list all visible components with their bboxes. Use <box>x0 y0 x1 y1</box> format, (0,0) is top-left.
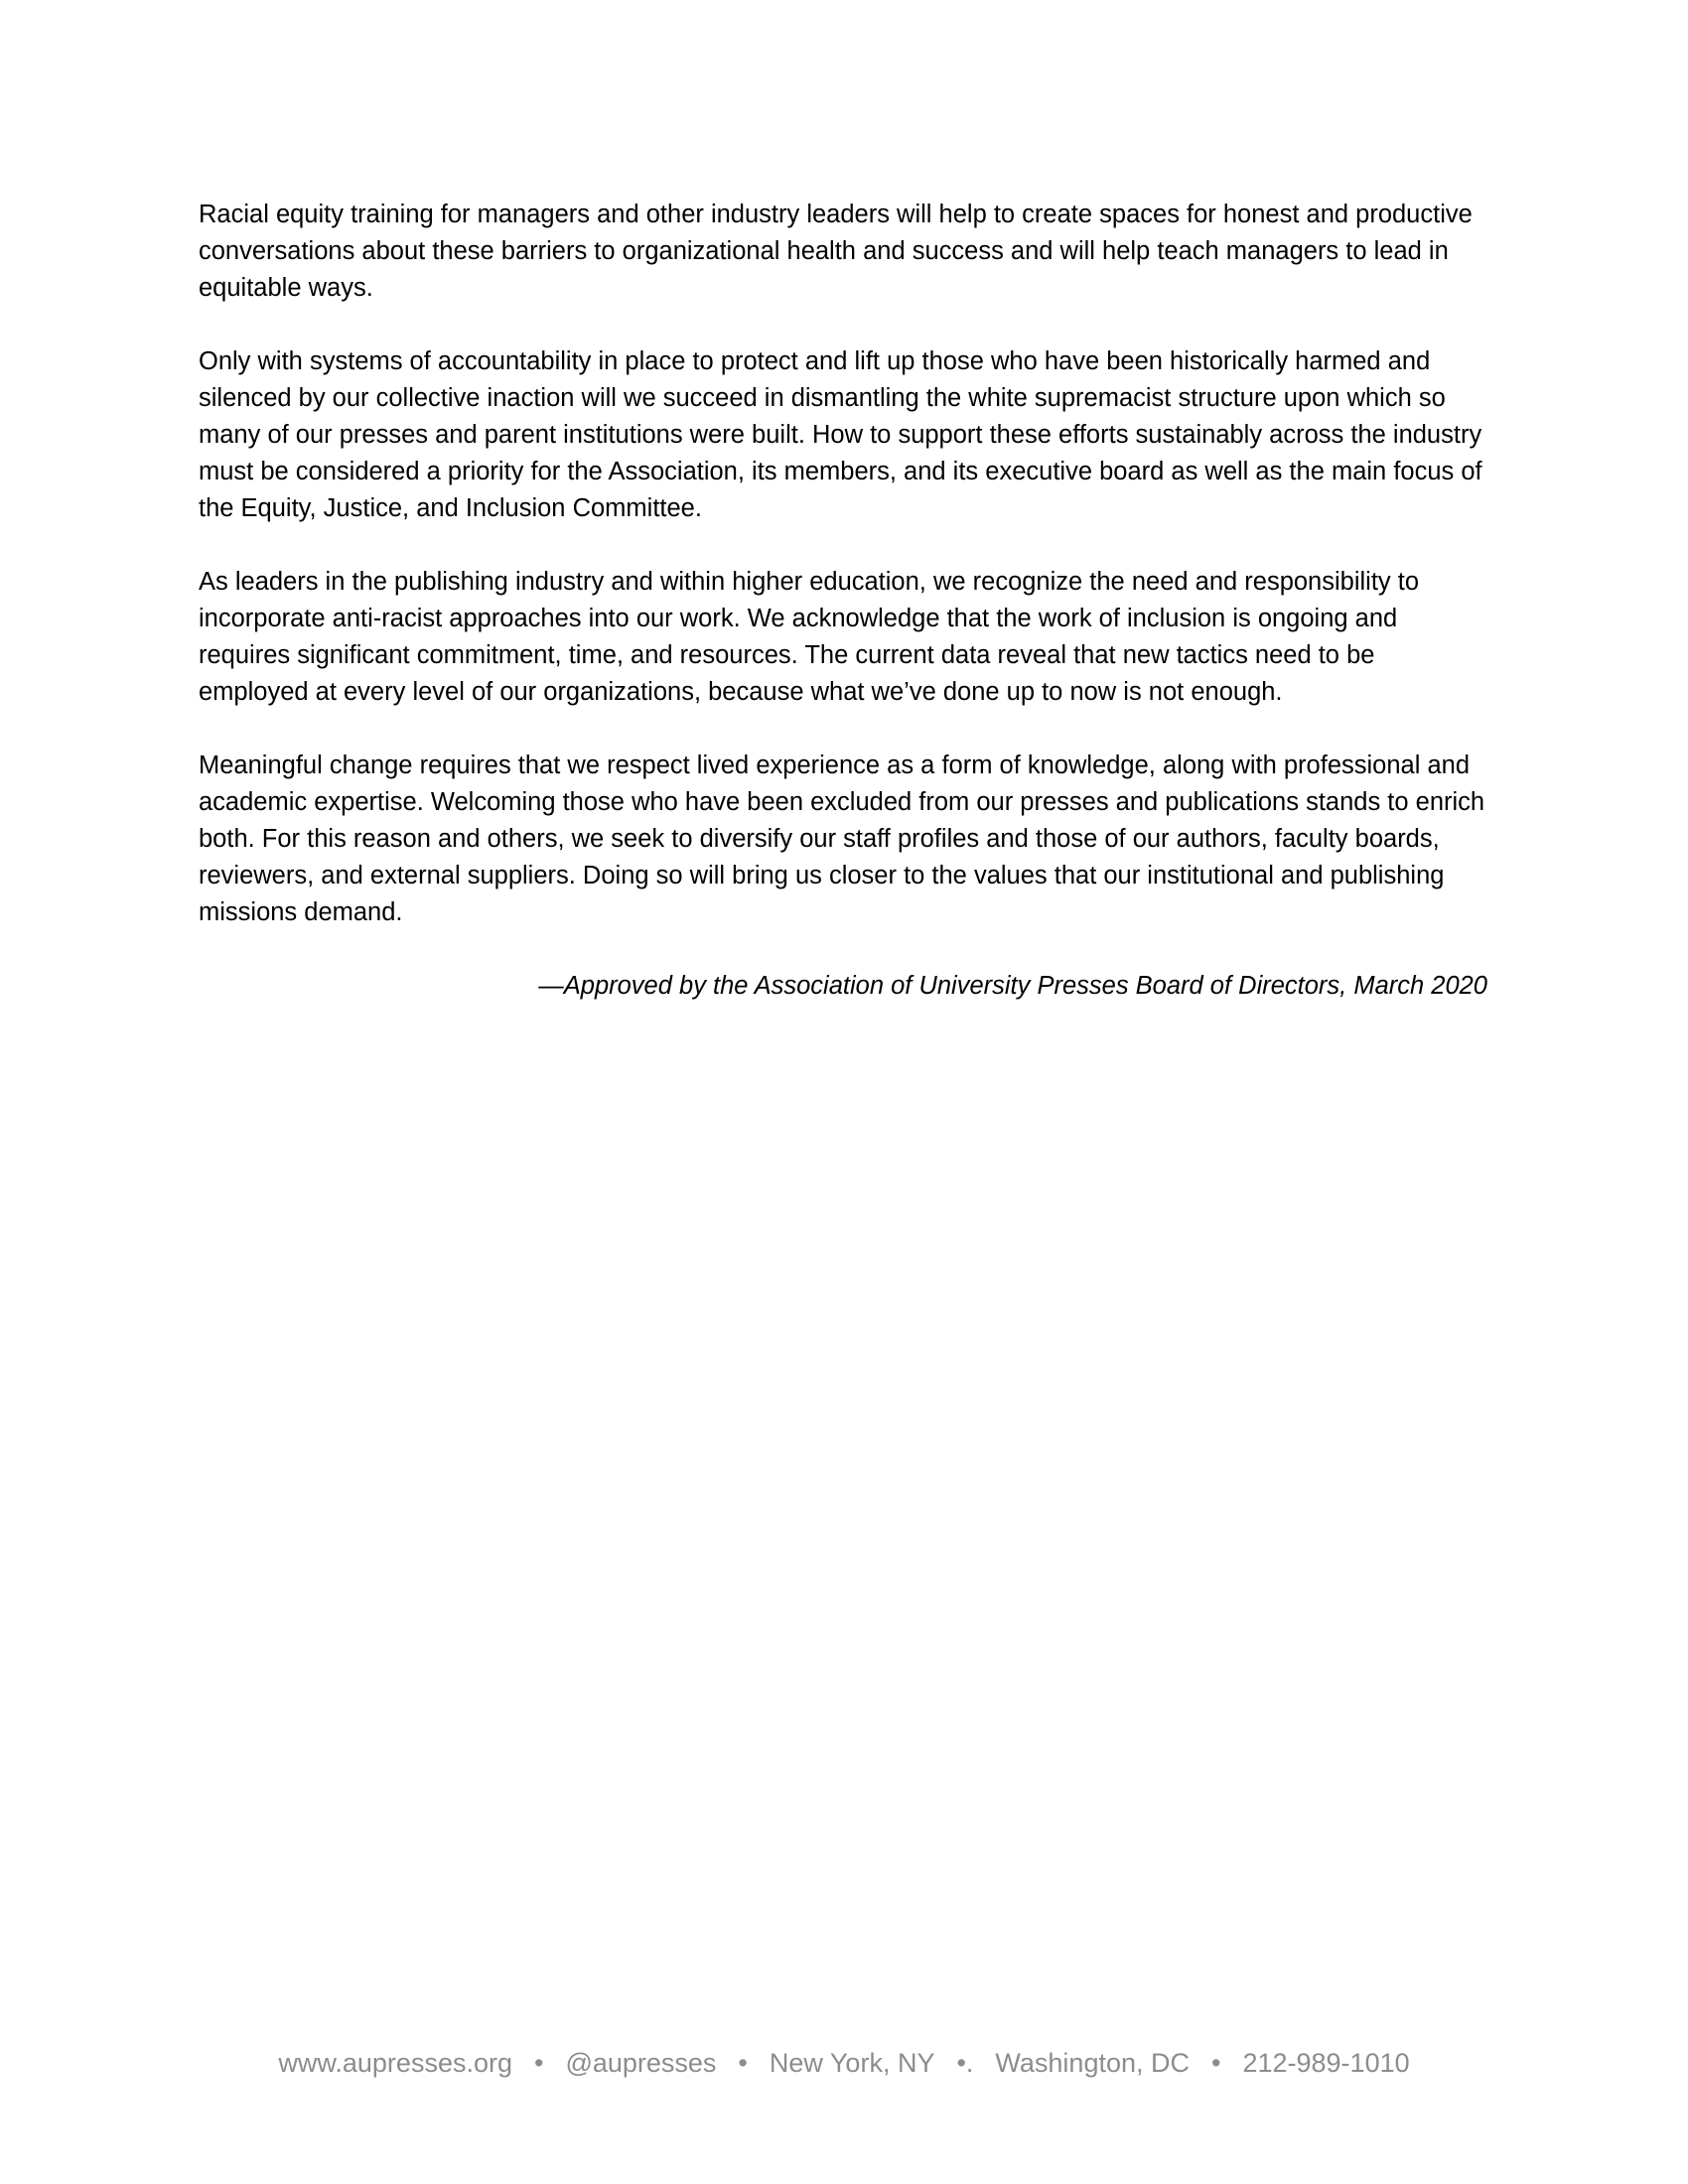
footer-location-washington: Washington, DC <box>995 2048 1191 2078</box>
paragraph-racial-equity-training: Racial equity training for managers and other industry leaders will help to create spaces for honest and productive conversations about these barriers to organizational health and success and will help teach managers to lead in equitable ways. <box>199 201 1473 302</box>
footer-separator: • <box>1211 2048 1221 2078</box>
body-text <box>199 197 1489 1005</box>
footer-website-link[interactable]: www.aupresses.org <box>278 2048 512 2078</box>
paragraph-systems-of-accountability: Only with systems of accountability in place to protect and lift up those who have been historically harmed and silenced by our collective inaction will we succeed in dismantling the white supremacist structure upon which so many of our presses and parent institutions were built. How to support these efforts sustainably across the industry must be considered a priority for the Association, its members, and its executive board as well as the main focus of the Equity, Justice, and Inclusion Committee. <box>199 347 1482 522</box>
footer-social-handle[interactable]: @aupresses <box>565 2048 717 2078</box>
footer-location-new-york: New York, NY <box>769 2048 935 2078</box>
page-footer <box>0 2045 1688 2081</box>
paragraph-meaningful-change: Meaningful change requires that we respect lived experience as a form of knowledge, along with professional and academic expertise. Welcoming those who have been excluded from our presses and publications stands to enrich both. For this reason and others, we seek to diversify our staff profiles and those of our authors, faculty boards, reviewers, and external suppliers. Doing so will bring us closer to the values that our institutional and publishing missions demand. <box>199 751 1485 926</box>
approval-signature: —Approved by the Association of University Presses Board of Directors, March 2020 <box>538 972 1487 1000</box>
footer-separator: • <box>533 2048 544 2078</box>
footer-separator: •. <box>956 2048 974 2078</box>
footer-phone-number[interactable]: 212-989-1010 <box>1242 2048 1410 2078</box>
paragraph-leaders-in-publishing: As leaders in the publishing industry and within higher education, we recognize the need and responsibility to incorporate anti-racist approaches into our work. We acknowledge that the work of inclusion is ongoing and requires significant commitment, time, and resources. The current data reveal that new tactics need to be employed at every level of our organizations, because what we’ve done up to now is not enough. <box>199 568 1420 706</box>
footer-separator: • <box>738 2048 748 2078</box>
